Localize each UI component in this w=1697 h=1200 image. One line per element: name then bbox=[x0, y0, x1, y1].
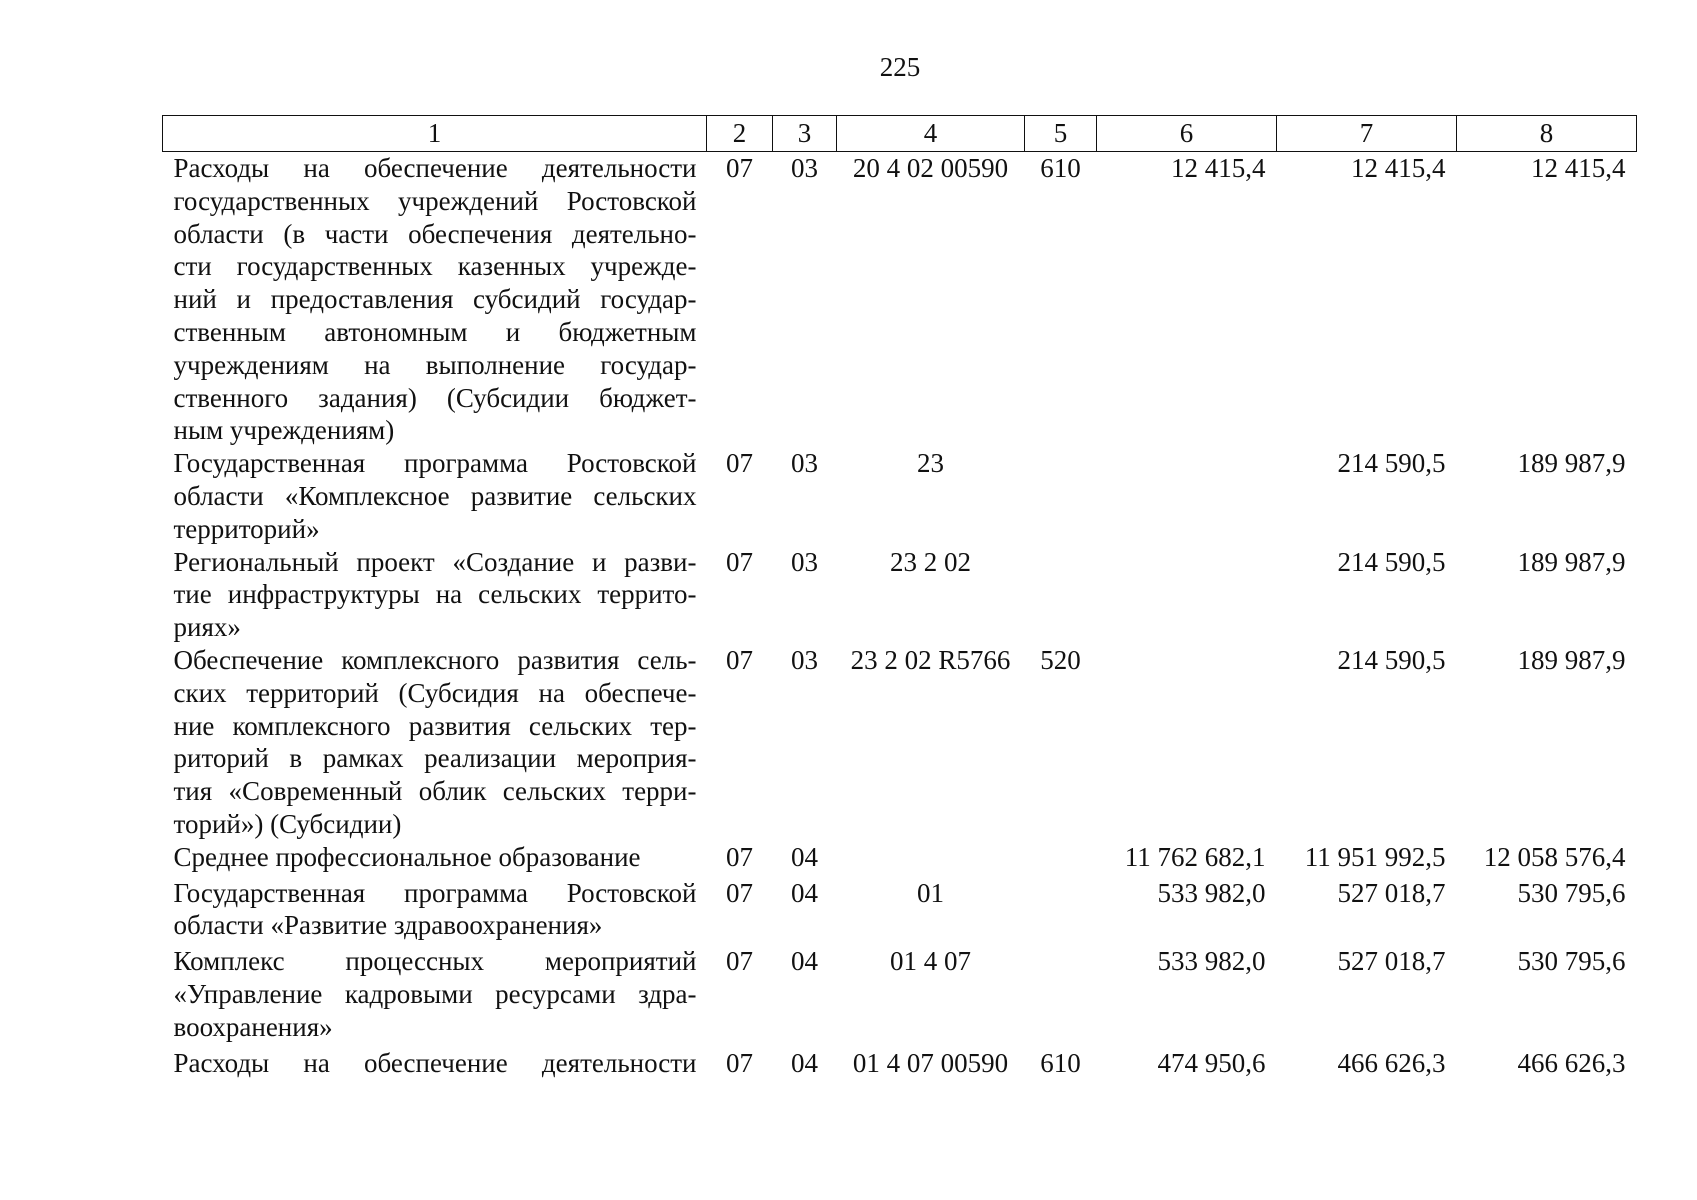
item-name-line: ний и предоставления субсидий государ- bbox=[173, 284, 697, 315]
item-name-line: воохранения» bbox=[173, 1011, 333, 1042]
item-name-line: учреждениям на выполнение государ- bbox=[173, 349, 697, 380]
item-name-line: территорий» bbox=[173, 513, 320, 544]
section-code-cell: 07 bbox=[726, 877, 753, 908]
amount-col7-cell: 214 590,5 bbox=[1337, 644, 1446, 675]
expense-type-cell: 520 bbox=[1040, 644, 1081, 675]
budget-table bbox=[162, 115, 1637, 1079]
table-row bbox=[163, 841, 1637, 874]
item-name-cell bbox=[163, 644, 707, 841]
column-number-header: 8 bbox=[1457, 116, 1637, 152]
expense-type-cell: 610 bbox=[1040, 1047, 1081, 1078]
expense-type-cell bbox=[1025, 841, 1097, 874]
subsection-code-cell: 04 bbox=[791, 1047, 818, 1078]
table-row bbox=[163, 546, 1637, 644]
item-name-cell bbox=[163, 447, 707, 545]
item-name-line: риях» bbox=[173, 612, 241, 643]
amount-col7-cell: 214 590,5 bbox=[1337, 448, 1446, 479]
item-name-line: Региональный проект «Создание и разви- bbox=[173, 546, 697, 577]
section-code-cell: 07 bbox=[726, 546, 753, 577]
amount-col6-cell: 11 762 682,1 bbox=[1124, 841, 1266, 872]
amount-col7-cell: 466 626,3 bbox=[1337, 1047, 1446, 1078]
item-name-line: Расходы на обеспечение деятельности bbox=[173, 153, 697, 183]
item-name-line: Комплекс процессных мероприятий bbox=[173, 946, 697, 977]
section-code-cell: 07 bbox=[726, 1047, 753, 1078]
item-name-line: ственным автономным и бюджетным bbox=[173, 316, 697, 347]
expense-type-cell bbox=[1025, 447, 1097, 545]
item-name-line: тие инфраструктуры на сельских террито- bbox=[173, 579, 697, 610]
table-row bbox=[163, 942, 1637, 1043]
section-code-cell: 07 bbox=[726, 644, 753, 675]
amount-col8-cell: 530 795,6 bbox=[1517, 946, 1626, 977]
amount-col8-cell: 189 987,9 bbox=[1517, 546, 1626, 577]
item-name-line: риторий в рамках реализации мероприя- bbox=[173, 743, 697, 774]
item-name-line: области «Комплексное развитие сельских bbox=[173, 480, 697, 511]
item-name-line: ние комплексного развития сельских тер- bbox=[173, 710, 697, 741]
amount-col6-cell bbox=[1097, 644, 1277, 841]
expense-type-cell bbox=[1025, 546, 1097, 644]
target-article-cell: 01 4 07 bbox=[890, 946, 971, 977]
table-row bbox=[163, 447, 1637, 545]
amount-col8-cell: 12 415,4 bbox=[1531, 153, 1626, 183]
item-name-line: ным учреждениям) bbox=[173, 415, 395, 446]
subsection-code-cell: 03 bbox=[791, 153, 818, 183]
item-name-cell bbox=[163, 841, 707, 874]
item-name-cell bbox=[163, 874, 707, 943]
target-article-cell bbox=[837, 841, 1025, 874]
item-name-cell bbox=[163, 152, 707, 448]
amount-col8-cell: 189 987,9 bbox=[1517, 644, 1626, 675]
amount-col8-cell: 466 626,3 bbox=[1517, 1047, 1626, 1078]
subsection-code-cell: 04 bbox=[791, 946, 818, 977]
page-number: 225 bbox=[879, 52, 921, 82]
item-name-line: области (в части обеспечения деятельно- bbox=[173, 218, 697, 249]
section-code-cell: 07 bbox=[726, 153, 753, 183]
amount-col7-cell: 527 018,7 bbox=[1337, 877, 1446, 908]
target-article-cell: 01 4 07 00590 bbox=[852, 1047, 1009, 1078]
column-number-header: 2 bbox=[707, 116, 773, 152]
amount-col6-cell bbox=[1097, 546, 1277, 644]
table-row bbox=[163, 1044, 1637, 1080]
amount-col8-cell: 12 058 576,4 bbox=[1483, 841, 1626, 872]
amount-col6-cell: 12 415,4 bbox=[1171, 153, 1266, 183]
target-article-cell: 01 bbox=[917, 877, 944, 908]
amount-col8-cell: 189 987,9 bbox=[1517, 448, 1626, 479]
column-number-header: 7 bbox=[1277, 116, 1457, 152]
column-number-header: 5 bbox=[1025, 116, 1097, 152]
subsection-code-cell: 03 bbox=[791, 448, 818, 479]
column-number-header: 1 bbox=[163, 116, 707, 152]
section-code-cell: 07 bbox=[726, 946, 753, 977]
table-row bbox=[163, 152, 1637, 448]
expense-type-cell bbox=[1025, 874, 1097, 943]
amount-col6-cell: 533 982,0 bbox=[1157, 877, 1266, 908]
target-article-cell: 23 bbox=[917, 448, 944, 479]
amount-col6-cell: 474 950,6 bbox=[1157, 1047, 1266, 1078]
subsection-code-cell: 04 bbox=[791, 841, 818, 872]
table-row bbox=[163, 874, 1637, 943]
item-name-line: Обеспечение комплексного развития сель- bbox=[173, 644, 697, 675]
table-row bbox=[163, 644, 1637, 841]
target-article-cell: 23 2 02 bbox=[890, 546, 971, 577]
section-code-cell: 07 bbox=[726, 448, 753, 479]
amount-col7-cell: 527 018,7 bbox=[1337, 946, 1446, 977]
item-name-line: области «Развитие здравоохранения» bbox=[173, 910, 603, 941]
amount-col8-cell: 530 795,6 bbox=[1517, 877, 1626, 908]
amount-col6-cell bbox=[1097, 447, 1277, 545]
column-number-header: 4 bbox=[837, 116, 1025, 152]
column-number-header: 6 bbox=[1097, 116, 1277, 152]
section-code-cell: 07 bbox=[726, 841, 753, 872]
item-name-line: «Управление кадровыми ресурсами здра- bbox=[173, 978, 697, 1009]
item-name-cell bbox=[163, 1044, 707, 1080]
item-name-line: ственного задания) (Субсидии бюджет- bbox=[173, 382, 697, 413]
item-name-line: Расходы на обеспечение деятельности bbox=[173, 1047, 697, 1078]
item-name-line: Государственная программа Ростовской bbox=[173, 448, 697, 479]
target-article-cell: 20 4 02 00590 bbox=[852, 153, 1009, 183]
item-name-line: тия «Современный облик сельских терри- bbox=[173, 776, 697, 807]
item-name-line: торий») (Субсидии) bbox=[173, 808, 402, 839]
amount-col7-cell: 214 590,5 bbox=[1337, 546, 1446, 577]
item-name-line: ских территорий (Субсидия на обеспече- bbox=[173, 677, 697, 708]
amount-col6-cell: 533 982,0 bbox=[1157, 946, 1266, 977]
item-name-line: Государственная программа Ростовской bbox=[173, 877, 697, 908]
subsection-code-cell: 04 bbox=[791, 877, 818, 908]
subsection-code-cell: 03 bbox=[791, 644, 818, 675]
item-name-cell bbox=[163, 942, 707, 1043]
subsection-code-cell: 03 bbox=[791, 546, 818, 577]
expense-type-cell bbox=[1025, 942, 1097, 1043]
column-number-row bbox=[163, 116, 1637, 152]
amount-col7-cell: 11 951 992,5 bbox=[1304, 841, 1446, 872]
amount-col7-cell: 12 415,4 bbox=[1351, 153, 1446, 183]
item-name-cell bbox=[163, 546, 707, 644]
target-article-cell: 23 2 02 R5766 bbox=[850, 644, 1011, 675]
item-name-line: сти государственных казенных учрежде- bbox=[173, 251, 697, 282]
item-name-line: государственных учреждений Ростовской bbox=[173, 185, 697, 216]
column-number-header: 3 bbox=[773, 116, 837, 152]
item-name-line: Среднее профессиональное образование bbox=[173, 841, 641, 872]
expense-type-cell: 610 bbox=[1040, 153, 1081, 183]
